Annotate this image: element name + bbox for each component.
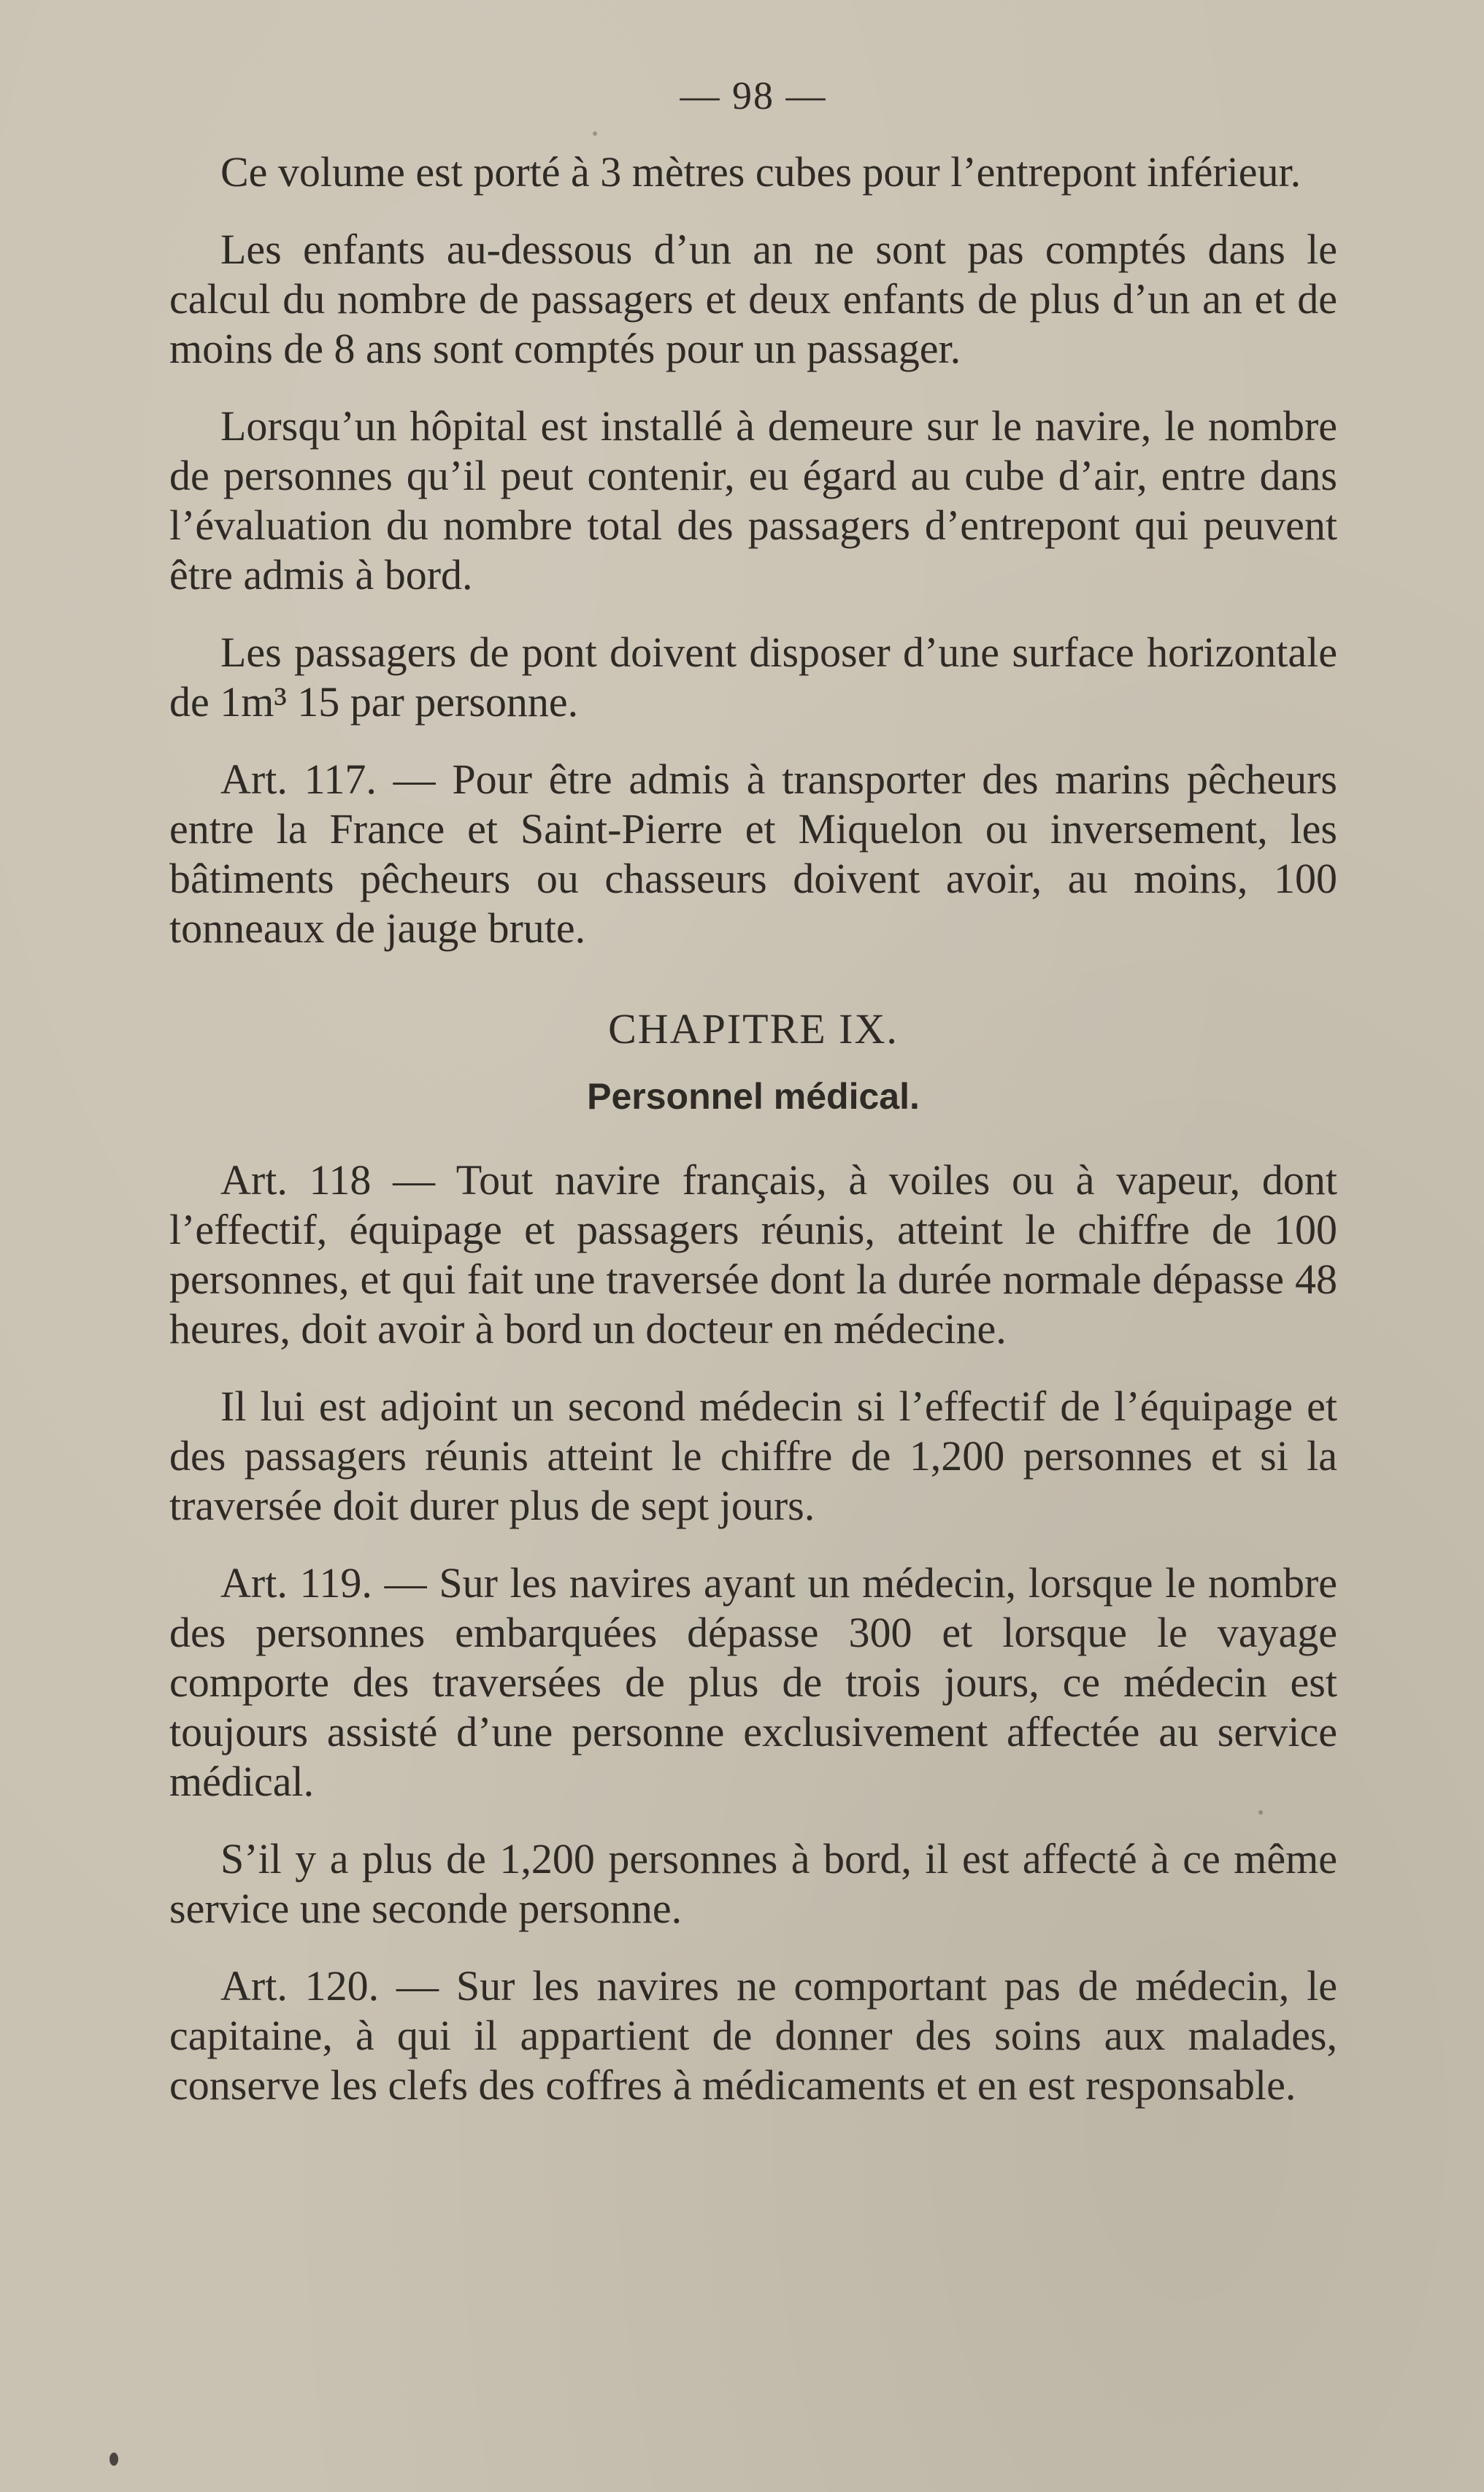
paper-speck	[109, 2453, 118, 2466]
paragraph-second-medecin: Il lui est adjoint un second médecin si l’effectif de l’équipage et des passagers réunis atteint le chiffre de 1,200 personnes et si la traversée doit durer plus de sept jours.	[169, 1382, 1337, 1529]
paragraph-volume: Ce volume est porté à 3 mètres cubes pour l’entrepont inférieur.	[220, 148, 1302, 196]
chapter-heading: CHAPITRE IX.	[608, 1005, 899, 1053]
paragraph-hopital: Lorsqu’un hôpital est installé à demeure sur le navire, le nombre de personnes qu’il peut contenir, eu égard au cube d’air, entre dans l’évaluation du nombre total des passagers d’entrepont qui peuvent être admis à bord.	[169, 402, 1337, 599]
paper-speck	[593, 131, 597, 136]
paragraph-art-119: Art. 119. — Sur les navires ayant un médecin, lorsque le nombre des personnes embarquées dépasse 300 et lorsque le vayage comporte des traversées de plus de trois jours, ce médecin est toujours assisté d’une personne exclusivement affectée au service médical.	[169, 1559, 1337, 1805]
paragraph-art-118: Art. 118 — Tout navire français, à voiles ou à vapeur, dont l’effectif, équipage et passagers réunis, atteint le chiffre de 100 personnes, et qui fait une traversée dont la durée normale dépasse 48 heures, doit avoir à bord un docteur en médecine.	[169, 1156, 1337, 1353]
paragraph-seconde-personne: S’il y a plus de 1,200 personnes à bord, il est affecté à ce même service une seconde personne.	[169, 1835, 1337, 1932]
document-page	[169, 73, 1337, 2409]
paragraph-passagers-pont: Les passagers de pont doivent disposer d’une surface horizontale de 1m³ 15 par personne.	[169, 628, 1337, 726]
section-title: Personnel médical.	[587, 1076, 920, 1117]
paragraph-art-120: Art. 120. — Sur les navires ne comportant pas de médecin, le capitaine, à qui il appartient de donner des soins aux malades, conserve les clefs des coffres à médicaments et en est responsable.	[169, 1962, 1337, 2109]
paragraph-enfants: Les enfants au-dessous d’un an ne sont pas comptés dans le calcul du nombre de passagers et deux enfants de plus d’un an et de moins de 8 ans sont comptés pour un passager.	[169, 226, 1337, 372]
paragraph-art-117: Art. 117. — Pour être admis à transporter des marins pêcheurs entre la France et Saint-Pierre et Miquelon ou inversement, les bâtiments pêcheurs ou chasseurs doivent avoir, au moins, 100 tonneaux de jauge brute.	[169, 755, 1337, 952]
page-number: — 98 —	[680, 74, 827, 118]
paper-speck	[1258, 1810, 1263, 1815]
